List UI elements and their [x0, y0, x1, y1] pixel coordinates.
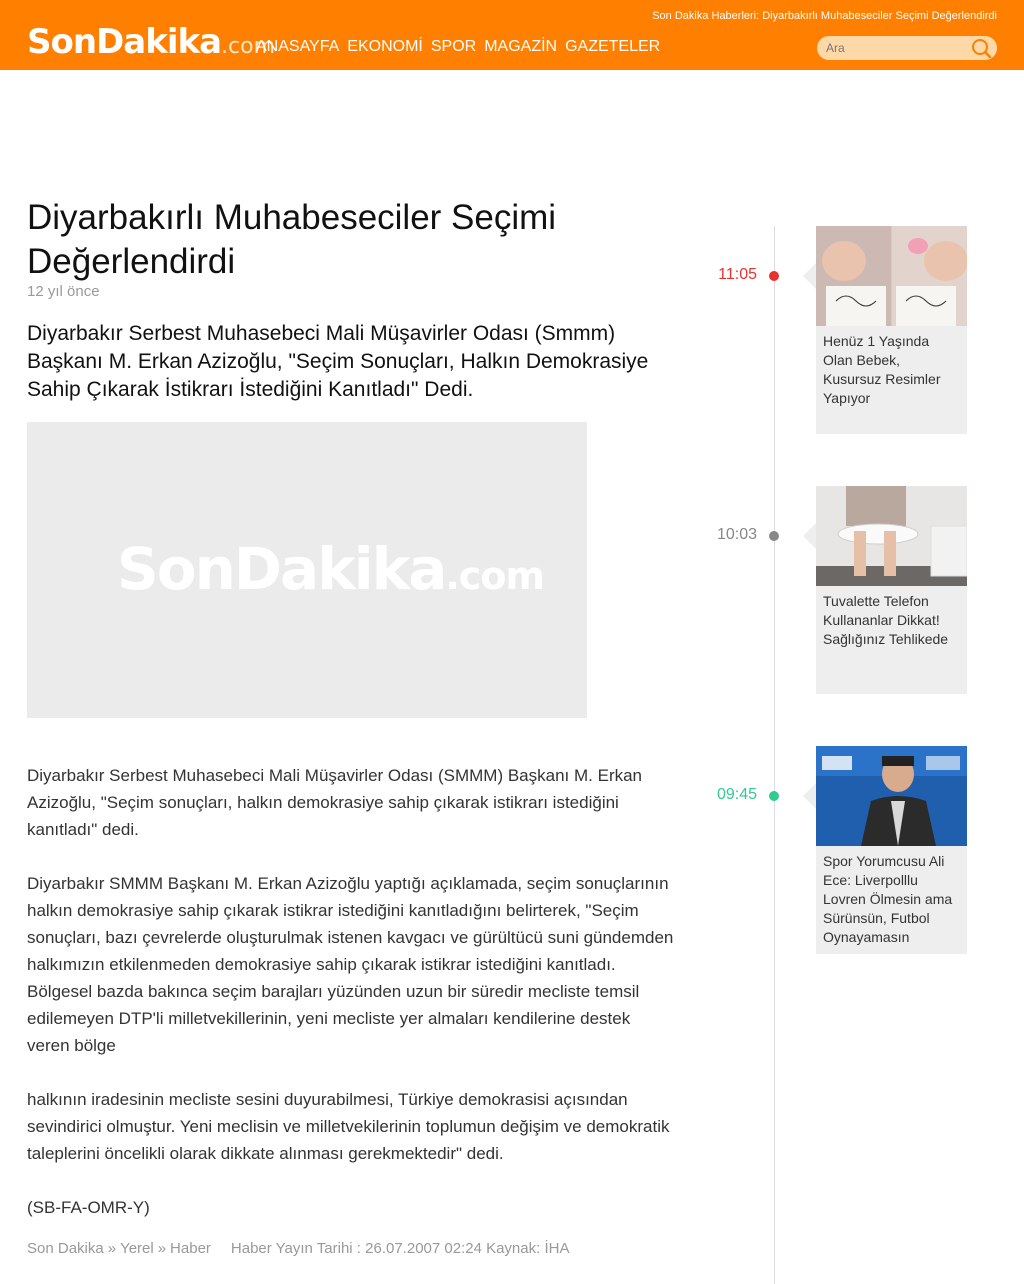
logo-suffix: .com — [221, 34, 276, 59]
timeline-card[interactable] — [816, 746, 967, 954]
timeline-time: 10:03 — [716, 526, 757, 543]
article-footer — [27, 1240, 569, 1257]
timeline-line — [774, 226, 775, 1284]
search-box — [817, 36, 997, 60]
main-nav — [256, 37, 660, 57]
timeline-dot — [769, 791, 779, 801]
nav-item-ekonomi[interactable]: EKONOMİ — [347, 38, 423, 55]
card-caption: Henüz 1 Yaşında Olan Bebek, Kusursuz Resimler Yapıyor — [823, 333, 941, 406]
card-thumbnail-tv-commentator — [816, 746, 967, 846]
breadcrumb-separator: » — [157, 1240, 167, 1257]
search-icon[interactable] — [971, 38, 991, 58]
breadcrumb-haber[interactable]: Haber — [170, 1240, 211, 1257]
header-breadcrumb[interactable]: Son Dakika Haberleri: Diyarbakırlı Muhabeseciler Seçimi Değerlendirdi — [652, 10, 997, 22]
site-header — [0, 0, 1024, 70]
nav-item-magazin[interactable]: MAGAZİN — [484, 38, 558, 55]
timeline-dot — [769, 271, 779, 281]
article-paragraph: Diyarbakır SMMM Başkanı M. Erkan Azizoğlu yaptığı açıklamada, seçim sonuçlarının halkın demokrasiye sahip çıkarak istikrar istediğini kanıtladığını belirterek, "Seçim sonuçları, bazı çevrelerde oluşturulmak istenen kavgacı ve gürültücü suni gündemden halkımızın etkilenmeden demokrasiye sahip çıkarak istikrar istediğini kanıtladı. Bölgesel bazda bakınca seçim barajları yüzünden uzun bir süredir mecliste temsil edilemeyen DTP'li milletvekillerinin, yeni mecliste yer almaları kendilerine destek veren bölge — [27, 874, 674, 1055]
breadcrumb-son-dakika[interactable]: Son Dakika — [27, 1240, 104, 1257]
site-logo[interactable] — [27, 22, 275, 67]
card-caption: Spor Yorumcusu Ali Ece: Liverpolllu Lovren Ölmesin ama Sürünsün, Futbol Oynayamasın — [823, 853, 953, 945]
article-summary: Diyarbakır Serbest Muhasebeci Mali Müşavirler Odası (Smmm) Başkanı M. Erkan Azizoğlu, "Seçim Sonuçları, Halkın Demokrasiye Sahip Çıkarak İstikrarı İstediğini Kanıtladı" Dedi. — [27, 322, 649, 401]
card-caption: Tuvalette Telefon Kullananlar Dikkat! Sağlığınız Tehlikede — [823, 593, 949, 647]
card-thumbnail-toilet — [816, 486, 967, 586]
breadcrumb-separator: » — [107, 1240, 117, 1257]
timeline-time: 11:05 — [718, 266, 757, 283]
image-logo-main: SonDakika — [117, 535, 446, 603]
publish-meta: Haber Yayın Tarihi : 26.07.2007 02:24 Kaynak: İHA — [230, 1240, 570, 1257]
article-image — [27, 422, 587, 718]
card-pointer — [803, 783, 816, 809]
nav-item-gazeteler[interactable]: GAZETELER — [565, 38, 661, 55]
card-thumbnail-baby-drawing — [816, 226, 967, 326]
article-paragraph: Diyarbakır Serbest Muhasebeci Mali Müşavirler Odası (SMMM) Başkanı M. Erkan Azizoğlu, "Seçim sonuçları, halkın demokrasiye sahip çıkarak istikrarı istediğini kanıtladı" dedi. — [27, 766, 643, 839]
timeline-card[interactable] — [816, 226, 967, 434]
card-pointer — [803, 523, 816, 549]
article-source-code: (SB-FA-OMR-Y) — [27, 1198, 150, 1217]
nav-item-anasayfa[interactable]: ANASAYFA — [256, 38, 340, 55]
article-title: Diyarbakırlı Muhabeseciler Seçimi Değerlendirdi — [27, 198, 557, 281]
search-input[interactable] — [826, 36, 966, 60]
logo-main: SonDakika — [27, 22, 222, 62]
breadcrumb-yerel[interactable]: Yerel — [120, 1240, 154, 1257]
timeline-dot — [769, 531, 779, 541]
timeline-card[interactable] — [816, 486, 967, 694]
nav-item-spor[interactable]: SPOR — [430, 38, 477, 55]
timeline-time: 09:45 — [716, 786, 757, 803]
article-time-ago: 12 yıl önce — [27, 283, 100, 300]
card-pointer — [803, 263, 816, 289]
article-paragraph: halkının iradesinin mecliste sesini duyurabilmesi, Türkiye demokrasisi açısından sevindirici olmuştur. Yeni meclisin ve milletvekilerinin toplumun değişim ve demokratik taleplerini öncelikli olarak dikkate alınması gerekmektedir" dedi. — [27, 1090, 670, 1163]
image-logo-suffix: .com — [445, 554, 545, 598]
image-logo — [117, 534, 544, 611]
